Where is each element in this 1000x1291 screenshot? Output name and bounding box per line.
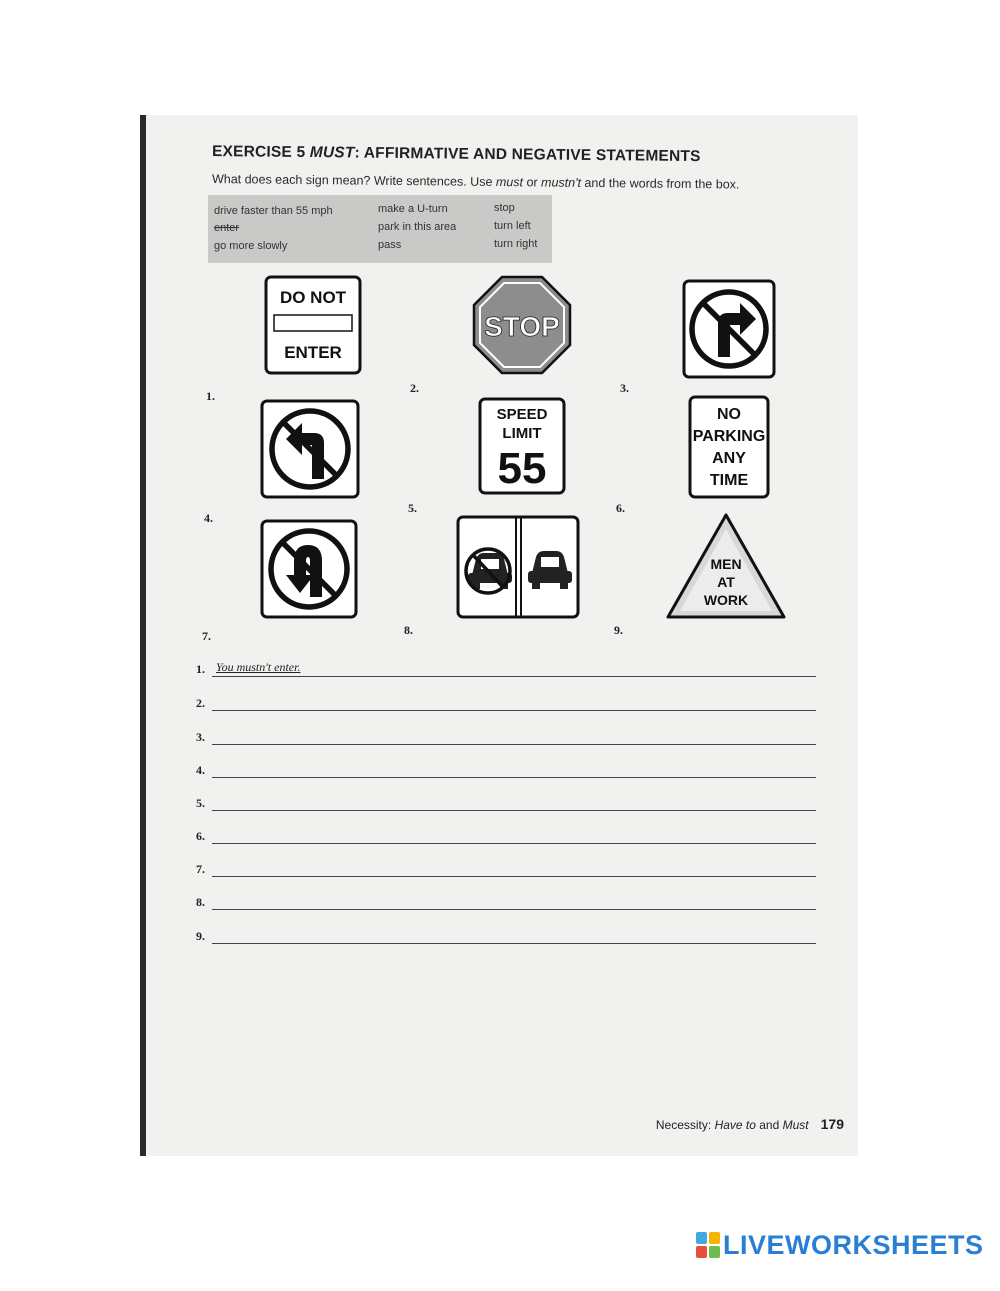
answer-line[interactable] — [196, 659, 816, 679]
sign-text: PARKING — [692, 428, 766, 445]
speed-limit-sign — [478, 397, 566, 495]
no-u-turn-sign — [260, 519, 358, 619]
word-box-item: go more slowly — [214, 240, 288, 252]
word-box-item: pass — [378, 239, 402, 251]
do-not-enter-sign — [264, 275, 362, 375]
sign-text: DO NOT — [279, 288, 347, 307]
answer-number: 3. — [196, 730, 205, 744]
textbook-page — [140, 115, 858, 1156]
sign-text: ANY — [712, 450, 746, 467]
sign-text: NO — [717, 406, 741, 423]
exercise-title: EXERCISE 5 MUST: AFFIRMATIVE AND NEGATIVE STATEMENTS — [211, 143, 701, 166]
word-box-item-used: enter — [214, 222, 240, 234]
sign-number: 5. — [408, 501, 417, 515]
answer-line[interactable] — [196, 892, 816, 912]
answer-line[interactable] — [196, 826, 816, 846]
answer-rule — [212, 876, 816, 877]
answer-rule — [212, 810, 816, 811]
sign-text: LIMIT — [502, 425, 542, 442]
sign-text: STOP — [484, 311, 560, 342]
sign-text: TIME — [709, 472, 749, 489]
answer-rule — [212, 710, 816, 711]
sign-number: 8. — [404, 623, 413, 637]
logo-cube-icon — [696, 1232, 720, 1258]
answer-rule — [212, 777, 816, 778]
word-box-item: drive faster than 55 mph — [214, 205, 333, 217]
answer-number: 6. — [196, 829, 205, 843]
men-at-work-sign — [664, 511, 788, 621]
answer-number: 7. — [196, 862, 205, 876]
answer-rule — [212, 676, 816, 677]
sign-number: 1. — [206, 389, 215, 403]
answer-rule — [212, 909, 816, 910]
sign-number: 3. — [620, 381, 629, 395]
no-left-turn-sign — [260, 399, 360, 499]
answer-number: 8. — [196, 895, 205, 909]
answer-rule — [212, 843, 816, 844]
sign-number: 4. — [204, 511, 213, 525]
answer-line[interactable] — [196, 760, 816, 780]
no-passing-sign — [456, 515, 580, 619]
logo-text: LIVEWORKSHEETS — [723, 1229, 984, 1260]
speed-value: 55 — [497, 444, 547, 493]
answer-line[interactable] — [196, 693, 816, 713]
answer-line[interactable] — [196, 926, 816, 946]
word-box — [208, 195, 552, 263]
page-footer: Necessity: Have to and Must 179 — [655, 1116, 844, 1132]
word-box-item: turn left — [494, 220, 531, 232]
liveworksheets-logo[interactable] — [696, 1227, 984, 1263]
answer-number: 9. — [196, 929, 205, 943]
sign-text: WORK — [703, 592, 749, 608]
exercise-instructions: What does each sign mean? Write sentences. Use must or mustn't and the words from the box. — [211, 172, 740, 192]
sign-text: AT — [717, 574, 735, 590]
sign-text: MEN — [710, 556, 742, 572]
word-box-item: stop — [494, 202, 515, 214]
word-box-item: make a U-turn — [378, 203, 448, 215]
answer-number: 4. — [196, 763, 205, 777]
answer-rule — [212, 943, 816, 944]
sign-number: 6. — [616, 501, 625, 515]
answer-line[interactable] — [196, 859, 816, 879]
answer-number: 5. — [196, 796, 205, 810]
sign-number: 7. — [202, 629, 211, 643]
answer-text: You mustn't enter. — [216, 660, 301, 674]
word-box-item: turn right — [494, 238, 538, 250]
word-box-item: park in this area — [378, 221, 457, 233]
sign-text: ENTER — [284, 343, 342, 362]
sign-text: SPEED — [496, 406, 548, 423]
page-number: 179 — [820, 1116, 844, 1132]
answer-line[interactable] — [196, 793, 816, 813]
no-parking-sign — [688, 395, 770, 499]
sign-number: 9. — [614, 623, 623, 637]
answer-line[interactable] — [196, 727, 816, 747]
sign-number: 2. — [410, 381, 419, 395]
answer-number: 1. — [196, 662, 205, 676]
answer-rule — [212, 744, 816, 745]
no-right-turn-sign — [682, 279, 776, 379]
stop-sign — [472, 275, 572, 375]
answer-number: 2. — [196, 696, 205, 710]
